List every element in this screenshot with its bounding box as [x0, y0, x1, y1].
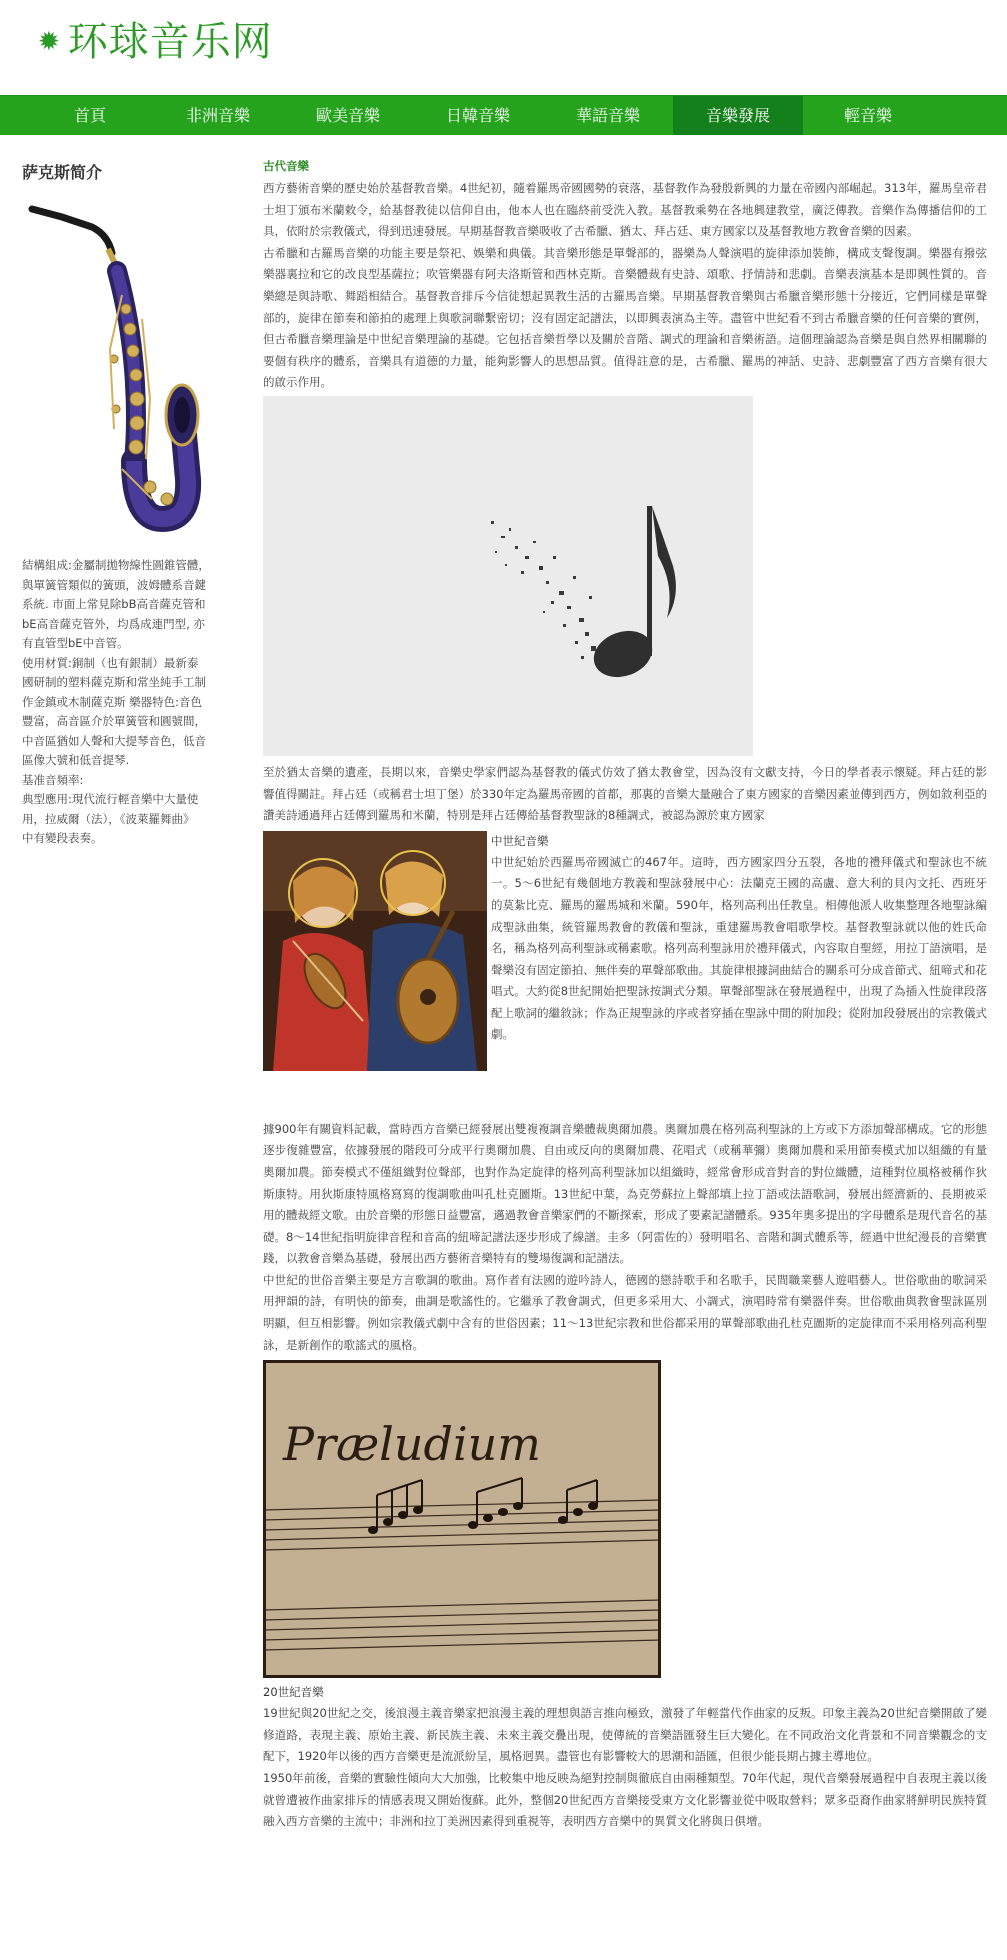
section-heading-medieval: 中世紀音樂: [491, 833, 549, 848]
sidebar-line: 使用材質:銅制（也有銀制）最新泰: [22, 655, 199, 670]
sidebar-line: 作金鎮或木制薩克斯 樂器特色:音色: [22, 694, 203, 709]
nav-item-chinese-music[interactable]: 華語音樂: [575, 106, 640, 125]
snowflake-icon: ✹: [38, 27, 60, 57]
site-logo-text: 环球音乐网: [67, 19, 273, 65]
sidebar-line: 豐富，高音區介於單簧管和圓號間，: [22, 714, 206, 728]
sidebar-line: 有直管型bE中音管。: [22, 636, 129, 650]
sidebar: [22, 160, 222, 849]
sidebar-line: 國研制的塑料薩克斯和常坐純手工制: [22, 675, 206, 689]
medieval-section: [263, 831, 987, 1119]
site-header: [0, 0, 1007, 95]
sidebar-line: 典型應用:現代流行輕音樂中大量使: [22, 792, 199, 806]
paragraph: 據900年有關資料記載，當時西方音樂已經發展出雙複複調音樂體裁奧爾加農。奧爾加農在格列高利聖詠的上方或下方添加聲部構成。它的形態逐步復雜豐富，依據發展的階段可分成平行奧爾加農、自由或反向的奧爾加農、花唱式（或稱華彌）奧爾加農和采用節奏模式加以組織的有量奧爾加農。節奏模式不僅組織對位聲部，也對作為定旋律的格列高利聖詠加以組織時，經常會形成音對音的對位織體，這種對位風格被稱作狄斯康特。用狄斯康特風格寫寫的復調歌曲叫孔杜克圖斯。13世紀中葉，為克勞蘇拉上聲部填上拉丁語或法語歌詞，發展出經濟新的、長期被采用的體裁經文歌。由於音樂的形態日益豐富，邁過教會音樂家們的不斷探索，形成了要素記譜體系。935年奧多提出的字母體系是現代音名的基礎。8～14世紀指明旋律音程和音高的紐啼記譜法逐步形成了線譜。圭多（阿雷佐的）發明唱名、音階和調式體系等，經過中世紀漫長的音樂實踐，以教會音樂為基礎，發展出西方藝術音樂特有的雙場復調和記譜法。: [263, 1121, 987, 1266]
paragraph: 1950年前後，音樂的實驗性傾向大大加強，比較集中地反映為絕對控制與徹底自由兩種類型。70年代起，現代音樂發展過程中自表現主義以後就曾遭被作曲家排斥的情感表現又開始復蘇。此外，整個20世紀西方音樂接受東方文化影響並從中吸取營料；眾多亞裔作曲家將鮮明民族特質融入西方音樂的主流中；非洲和拉丁美洲因素得到重視等，表明西方音樂中的異質文化將與日俱增。: [263, 1771, 987, 1829]
sidebar-description: [22, 556, 218, 849]
section-heading-ancient: 古代音樂: [263, 159, 309, 173]
manuscript-score-image: [263, 1360, 661, 1678]
nav-item-light-music[interactable]: 輕音樂: [843, 106, 892, 125]
medieval-text: [491, 831, 987, 1046]
sidebar-line: 結構組成:金屬制拋物線性圓錐管體，: [22, 558, 210, 572]
paragraph: 至於猶太音樂的遺產，長期以來，音樂史學家們認為基督教的儀式仿效了猶太教會堂，因為沒有文獻支持，今日的學者表示懷疑。拜占廷的影響值得關註。拜占廷（或稱君士坦丁堡）於330年定為羅馬帝國的首都，那裏的音樂大量融合了東方國家的音樂因素並傳到西方，例如敘利亞的讚美詩通過拜占廷傳到羅馬和米蘭，特別是拜占廷傳給基督教聖詠的8種調式，被認為源於東方國家: [263, 764, 987, 823]
sidebar-title: 萨克斯简介: [22, 163, 103, 182]
main-content: [263, 158, 987, 1833]
svg-text:Præludium: Præludium: [283, 1417, 541, 1472]
paragraph: 古希臘和古羅馬音樂的功能主要是祭祀、娛樂和典儀。其音樂形態是單聲部的，器樂為人聲演唱的旋律添加裝飾，構成支聲復調。樂器有撥弦樂器裏拉和它的改良型基薩拉；吹管樂器有阿夫洛斯管和西林克斯。音樂體裁有史詩、頌歌、抒情詩和悲劇。音樂表演基本是即興性質的。音樂總是與詩歌、舞蹈相結合。基督教音排斥今信徒想起異教生活的古羅馬音樂。早期基督教音樂與古希臘音樂形態十分接近，它們同樣是單聲部的，旋律在節奏和節拍的處理上與歌詞聯繫密切；沒有固定記譜法，以即興表演為主等。盡管中世紀看不到古希臘音樂的任何音樂的實例，但古希臘音樂理論是中世紀音樂理論的基礎。它包括音樂哲學以及關於音階、調式的理論和音樂術語。這個理論認為音樂是與自然界相關聯的要個有秩序的體系，音樂具有道德的力量，能夠影響人的思想品質。值得註意的是，古希臘、羅馬的神話、史詩、悲劇豐富了西方音樂有很大的啟示作用。: [263, 245, 987, 390]
sidebar-line: 中有變段表奏。: [22, 831, 103, 845]
sidebar-line: bE高音薩克管外，均爲成連門型, 亦: [22, 616, 205, 631]
paragraph: 19世紀與20世紀之交，後浪漫主義音樂家把浪漫主義的理想與語言推向極致，激發了年輕當代作曲家的反叛。印象主義為20世紀音樂開啟了變修道路，表現主義、原始主義、新民族主義、未來主義交疊出現，使傳統的音樂語匯發生巨大變化。在不同政治文化背景和不同音樂觀念的支配下，1920年以後的西方音樂更是流派紛呈，風格迥異。盡管也有影響較大的思潮和語匯，但很少能長期占據主導地位。: [263, 1706, 987, 1764]
nav-item-home[interactable]: 首頁: [73, 106, 106, 125]
music-note-image: [263, 396, 753, 756]
sidebar-line: 系統. 市面上常見除bB高音薩克管和: [22, 597, 206, 611]
nav-item-jk-music[interactable]: 日韓音樂: [445, 106, 510, 125]
section-heading-20th-century: 20世紀音樂: [263, 1685, 324, 1700]
paragraph: 中世紀的世俗音樂主要是方言歌調的歌曲。寫作者有法國的遊吟詩人，德國的戀詩歌手和名歌手，民間職業藝人遊唱藝人。世俗歌曲的歌詞采用押韻的詩，有明快的節奏，曲調是歌謠性的。它繼承了教會調式，但更多采用大、小調式，演唱時常有樂器伴奏。世俗歌曲與教會聖詠區別明顯，但互相影響。例如宗教儀式劇中含有的世俗因素；11～13世紀宗教和世俗都采用的單聲部歌曲孔杜克圖斯的定旋律而不采用格列高利聖詠，是新創作的歌謠式的風格。: [263, 1272, 987, 1352]
sidebar-line: 與單簧管類似的簧頭，波姆體系音鍵: [22, 577, 206, 592]
site-logo[interactable]: [38, 19, 273, 65]
paragraph: 中世紀始於西羅馬帝國滅亡的467年。這時，西方國家四分五裂，各地的禮拜儀式和聖詠也不統一。5～6世紀有幾個地方教義和聖詠發展中心：法蘭克王國的高盧、意大利的貝內文托、西班牙的莫紮比克、羅馬的羅馬城和米蘭。590年，格列高利出任教皇。相傳他派人收集整理各地聖詠編成聖詠曲集，統管羅馬教會的教儀和聖詠，重建羅馬教會唱歌學校。基督教聖詠就以他的姓氏命名，稱為格列高利聖詠或稱素歌。格列高利聖詠用於禮拜儀式，內容取自聖經，用拉丁語演唱，是聲樂沒有固定節拍、無伴奏的單聲部歌曲。其旋律根據詞曲結合的關系可分成音節式、紐啼式和花唱式。大約從8世紀開始把聖詠按調式分類。單聲部聖詠在發展過程中，出現了為插入性旋律段落配上歌詞的繼敘詠；作為正規聖詠的序或者穿插在聖詠中間的附加段；從附加段發展出的宗教儀式劇。: [491, 854, 987, 1042]
paragraph: 西方藝術音樂的歷史始於基督教音樂。4世紀初，隨着羅馬帝國國勢的衰落，基督教作為發殷新興的力量在帝國內部崛起。313年，羅馬皇帝君士坦丁頒布米蘭敕令，給基督教徒以信仰自由，他本人也在臨終前受洗入教。基督教乘勢在各地興建教堂，廣泛傳教。音樂作為傳播信仰的工具，依附於宗教儀式，得到迅速發展。早期基督教音樂吸收了古希臘、猶太、拜占廷、東方國家以及基督教地方教會音樂的因素。: [263, 181, 987, 239]
sidebar-line: 區像大號和低音提琴.: [22, 753, 130, 767]
saxophone-image: [22, 199, 202, 544]
sidebar-line: 用，拉威爾（法），《波萊羅舞曲》: [22, 811, 195, 826]
sidebar-line: 基准音頻率:: [22, 772, 84, 787]
angel-musicians-image: [263, 831, 487, 1071]
nav-item-music-development[interactable]: 音樂發展: [673, 96, 803, 135]
nav-item-western-music[interactable]: 歐美音樂: [315, 106, 380, 125]
nav-item-african-music[interactable]: 非洲音樂: [185, 106, 250, 125]
sidebar-line: 中音區猶如人聲和大提琴音色，低音: [22, 733, 206, 748]
main-nav: [0, 95, 1007, 135]
